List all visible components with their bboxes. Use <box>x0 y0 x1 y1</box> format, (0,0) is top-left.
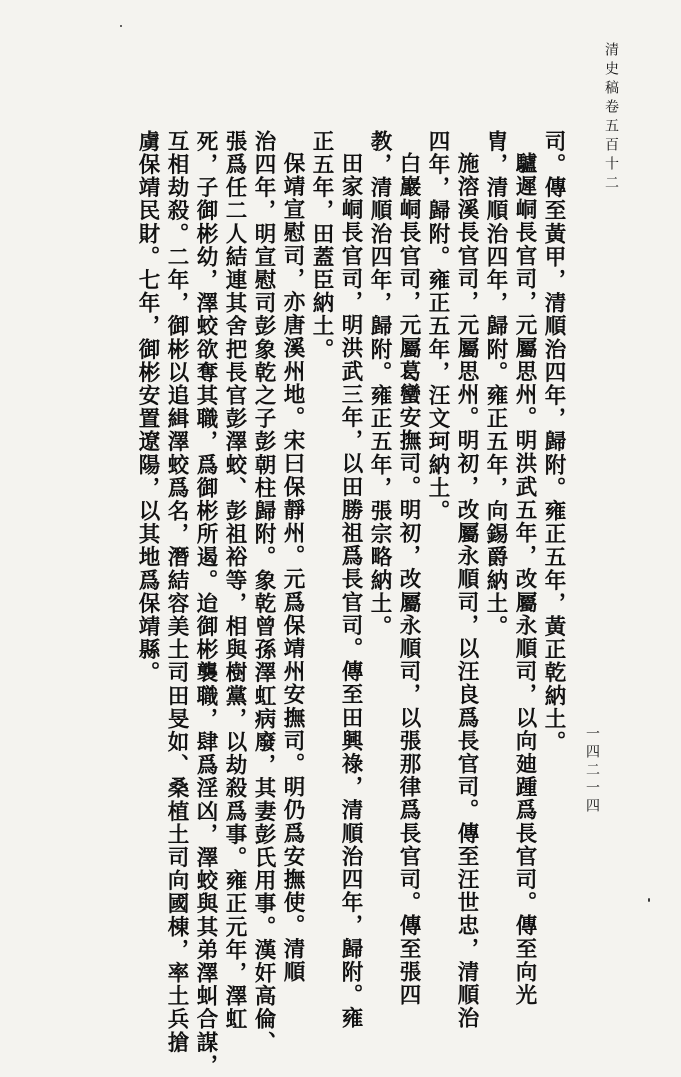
text-column: 正五年，田蓋臣納土。 <box>309 130 334 361</box>
text-column: 張爲任二人結連其舍把長官彭澤蛟、彭祖裕等，相與樹黨，以劫殺爲事。雍正元年，澤虹 <box>222 130 247 1031</box>
text-column: 虜保靖民財。七年，御彬安置遼陽，以其地爲保靖縣。 <box>135 130 160 685</box>
text-column: 四年，歸附。雍正五年，汪文珂納土。 <box>425 130 450 523</box>
text-column: 田家峒長官司，明洪武三年，以田勝祖爲長官司。傳至田興祿，清順治四年，歸附。雍 <box>338 152 363 1030</box>
scan-speck <box>648 898 650 902</box>
text-column: 治四年，明宣慰司彭象乾之子彭朝柱歸附。象乾曾孫澤虹病廢，其妻彭氏用事。漢奸高倫、 <box>251 130 276 1054</box>
text-column: 白巖峒長官司，元屬葛蠻安撫司。明初，改屬永順司，以張那律爲長官司。傳至張四 <box>396 152 421 1007</box>
book-title: 清史稿卷五百十二 <box>603 42 619 194</box>
text-column: 保靖宣慰司，亦唐溪州地。宋曰保靜州。元爲保靖州安撫司。明仍爲安撫使。清順 <box>280 152 305 984</box>
text-column: 教，清順治四年，歸附。雍正五年，張宗略納土。 <box>367 130 392 639</box>
text-column: 施溶溪長官司，元屬思州。明初，改屬永順司，以汪良爲長官司。傳至汪世忠，清順治 <box>454 152 479 1030</box>
text-column: 司。傳至黃甲，清順治四年，歸附。雍正五年，黃正乾納土。 <box>541 130 566 754</box>
page-number: 一四二一四 <box>584 726 600 816</box>
text-column: 胄，清順治四年，歸附。雍正五年，向錫爵納土。 <box>483 130 508 639</box>
text-column: 死，子御彬幼，澤蛟欲奪其職，爲御彬所遏。迨御彬襲職，肆爲淫凶，澤蛟與其弟澤虯合謀， <box>193 130 218 1077</box>
text-column: 互相劫殺。二年，御彬以追緝澤蛟爲名，潛結容美土司田旻如、桑植土司向國棟，率土兵搶 <box>164 130 189 1054</box>
scan-speck <box>120 25 122 27</box>
text-column: 驢遲峒長官司，元屬思州。明洪武五年，改屬永順司，以向廸踵爲長官司。傳至向光 <box>512 152 537 1007</box>
